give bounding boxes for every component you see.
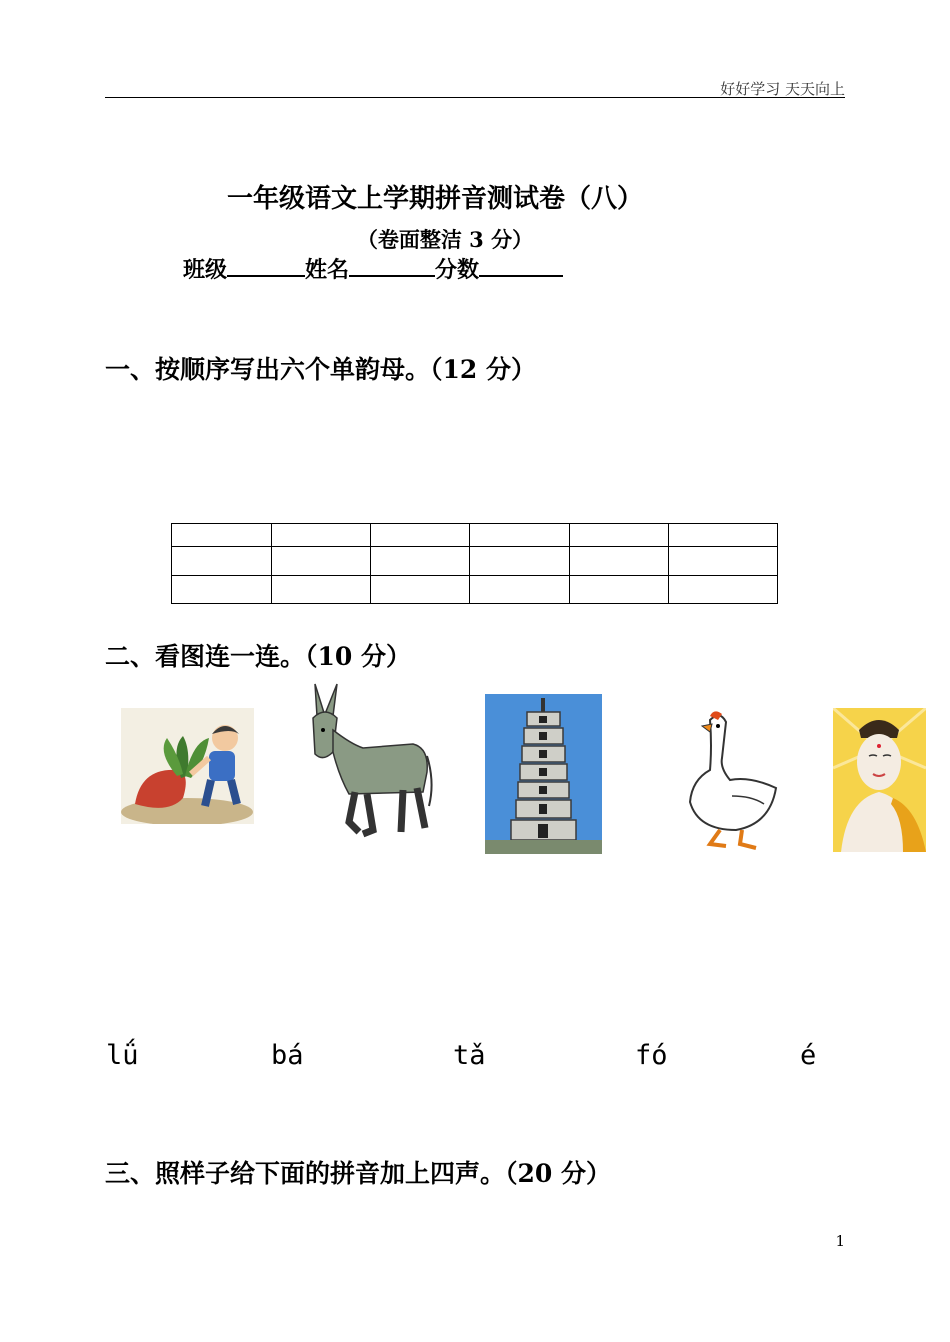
grid-cell[interactable] — [172, 547, 272, 576]
pagoda-picture[interactable] — [485, 694, 602, 854]
buddha-picture[interactable] — [833, 708, 926, 852]
section-1-heading: 一、按顺序写出六个单韵母。（12 分） — [105, 355, 536, 384]
grid-cell[interactable] — [570, 547, 669, 576]
score-blank[interactable] — [479, 253, 563, 277]
score-label: 分数 — [435, 257, 480, 283]
class-label: 班级 — [183, 257, 228, 283]
section-3-heading: 三、照样子给下面的拼音加上四声。（20 分） — [105, 1159, 611, 1188]
pinyin-lv[interactable]: lǘ — [106, 1040, 139, 1071]
student-info — [183, 253, 563, 284]
header-rule — [105, 97, 845, 98]
class-blank[interactable] — [227, 253, 305, 277]
pinyin-ba[interactable]: bá — [271, 1040, 304, 1071]
pinyin-ta[interactable]: tǎ — [453, 1040, 486, 1071]
page-title: 一年级语文上学期拼音测试卷（八） — [226, 184, 643, 214]
grid-cell[interactable] — [669, 524, 778, 547]
goose-picture[interactable] — [680, 706, 780, 852]
grid-cell[interactable] — [172, 576, 272, 604]
grid-cell[interactable] — [570, 576, 669, 604]
grid-cell[interactable] — [669, 547, 778, 576]
grid-cell[interactable] — [371, 576, 470, 604]
name-blank[interactable] — [349, 253, 435, 277]
writing-grid — [171, 523, 778, 604]
page-subtitle: （卷面整洁 3 分） — [356, 227, 534, 252]
grid-cell[interactable] — [272, 547, 371, 576]
pinyin-e[interactable]: é — [800, 1040, 817, 1071]
page-number: 1 — [835, 1232, 845, 1250]
pinyin-fo[interactable]: fó — [635, 1040, 668, 1071]
grid-cell[interactable] — [272, 576, 371, 604]
grid-cell[interactable] — [470, 547, 570, 576]
grid-cell[interactable] — [470, 576, 570, 604]
grid-cell[interactable] — [371, 524, 470, 547]
grid-cell[interactable] — [371, 547, 470, 576]
donkey-picture[interactable] — [303, 682, 436, 838]
grid-cell[interactable] — [669, 576, 778, 604]
name-label: 姓名 — [305, 257, 350, 283]
radish-pulling-picture[interactable] — [121, 708, 254, 824]
grid-cell[interactable] — [272, 524, 371, 547]
grid-cell[interactable] — [470, 524, 570, 547]
grid-cell[interactable] — [172, 524, 272, 547]
grid-cell[interactable] — [570, 524, 669, 547]
header-slogan: 好好学习 天天向上 — [720, 80, 845, 98]
section-2-heading: 二、看图连一连。（10 分） — [105, 642, 411, 671]
